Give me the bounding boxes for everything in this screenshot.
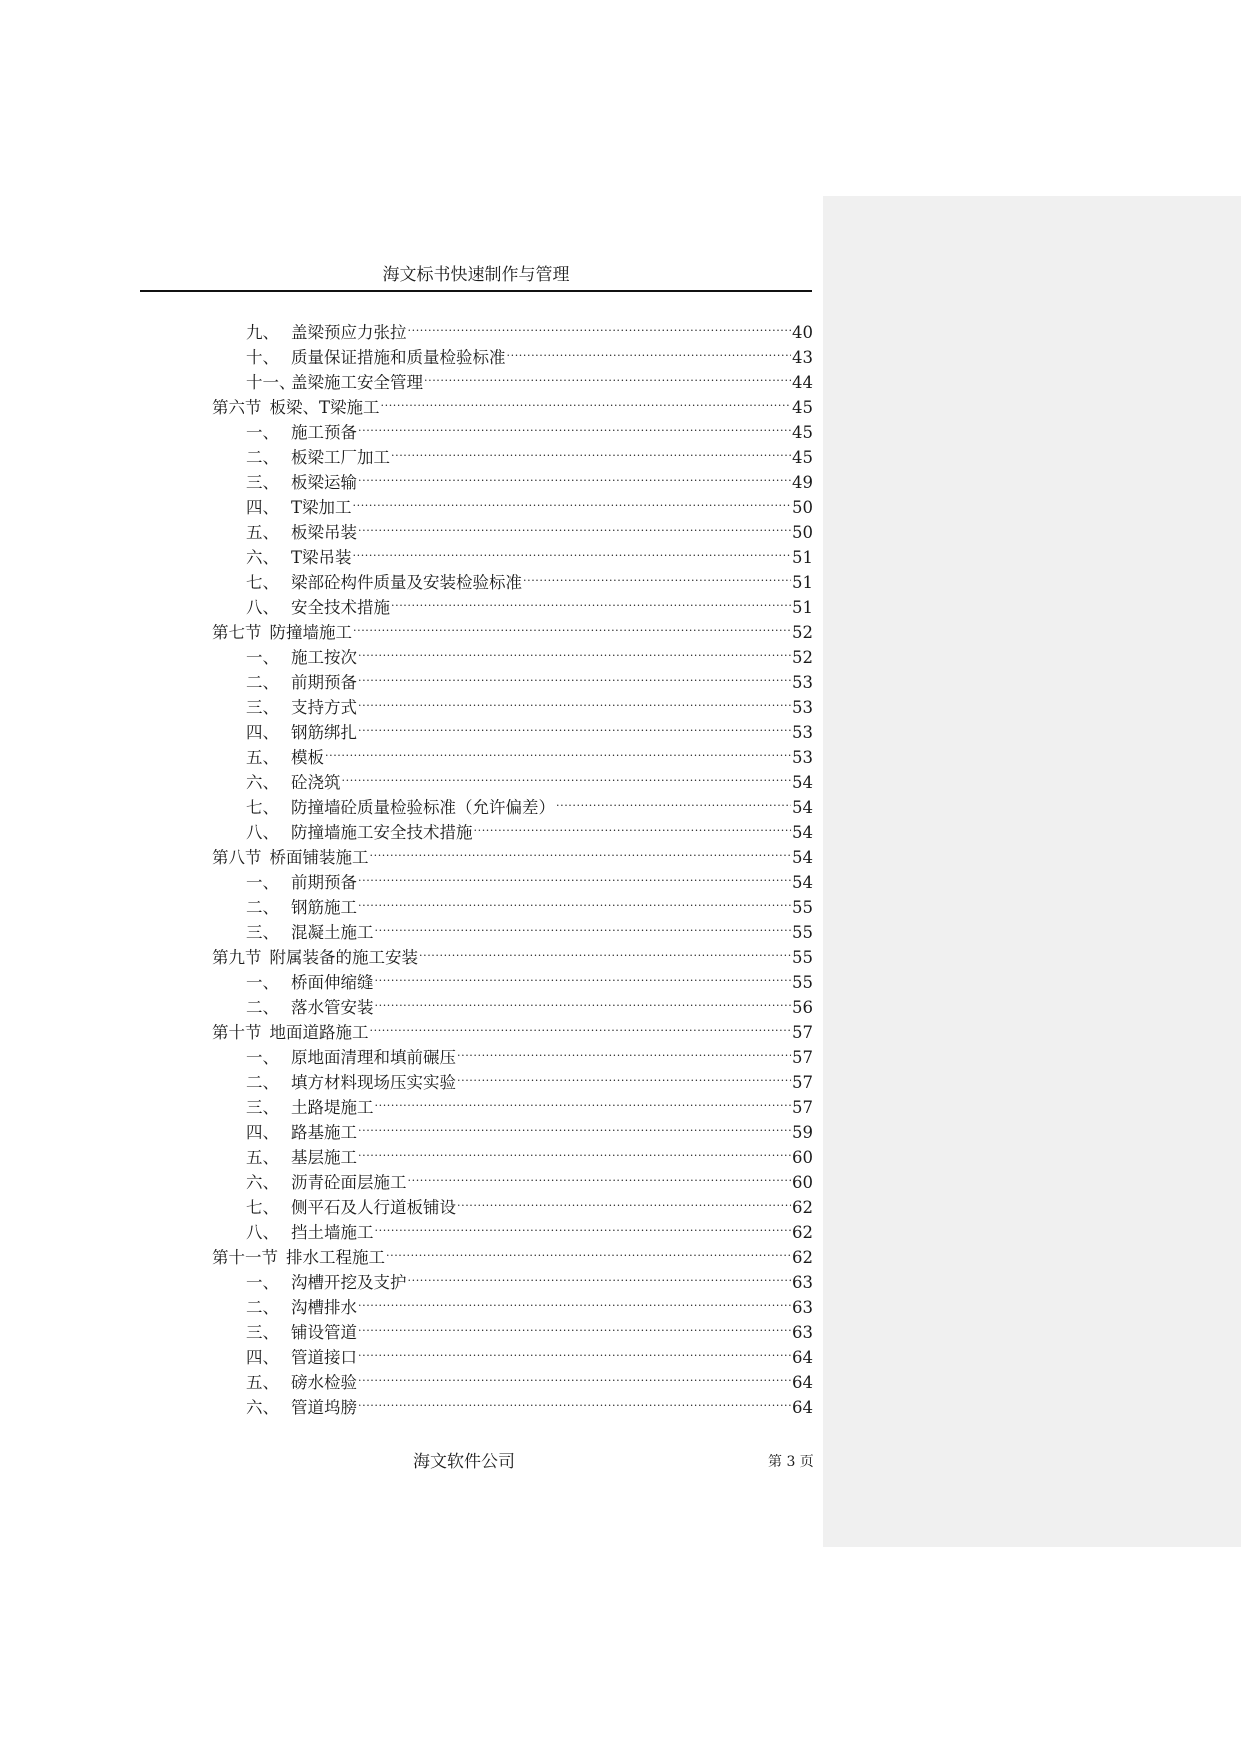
toc-entry-title: 前期预备 <box>291 673 357 692</box>
toc-entry-page: 64 <box>792 1348 813 1367</box>
toc-entry-page: 64 <box>792 1373 813 1392</box>
toc-entry-title: 桥面伸缩缝 <box>291 973 374 992</box>
toc-entry-page: 63 <box>792 1298 813 1317</box>
toc-dot-leader <box>358 713 791 738</box>
toc-dot-leader <box>353 613 791 638</box>
toc-entry-page: 64 <box>792 1398 813 1417</box>
toc-entry-number: 一、 <box>246 423 279 442</box>
toc-entry-title: 原地面清理和填前碾压 <box>291 1048 456 1067</box>
toc-entry-number: 第六节 <box>212 398 262 417</box>
toc-entry-number: 三、 <box>246 473 279 492</box>
toc-entry-number: 四、 <box>246 723 279 742</box>
toc-entry-page: 62 <box>792 1198 813 1217</box>
toc-entry-number: 四、 <box>246 1123 279 1142</box>
toc-entry-number: 五、 <box>246 1148 279 1167</box>
toc-entry-number: 二、 <box>246 673 279 692</box>
comment-pane <box>823 196 1241 1547</box>
toc-dot-leader <box>375 1088 792 1113</box>
toc-entry-number: 六、 <box>246 773 279 792</box>
toc-entry-page: 57 <box>792 1073 813 1092</box>
toc-dot-leader <box>358 663 791 688</box>
toc-entry-title: 防撞墙施工安全技术措施 <box>291 823 473 842</box>
toc-dot-leader <box>391 588 791 613</box>
table-of-contents <box>212 313 813 1417</box>
toc-entry-title: 排水工程施工 <box>286 1248 385 1267</box>
toc-dot-leader <box>375 1213 792 1238</box>
toc-dot-leader <box>408 313 792 338</box>
toc-entry-page: 45 <box>792 423 813 442</box>
toc-entry-page: 50 <box>792 523 813 542</box>
toc-dot-leader <box>457 1038 791 1063</box>
toc-entry-page: 50 <box>792 498 813 517</box>
toc-dot-leader <box>391 438 791 463</box>
toc-entry-page: 54 <box>792 873 813 892</box>
toc-entry-number: 七、 <box>246 1198 279 1217</box>
toc-dot-leader <box>358 1313 791 1338</box>
toc-entry-page: 60 <box>792 1148 813 1167</box>
toc-entry-title: 地面道路施工 <box>269 1023 369 1042</box>
toc-dot-leader <box>358 638 791 663</box>
toc-entry-page: 54 <box>792 798 813 817</box>
toc-entry-page: 54 <box>792 773 813 792</box>
toc-entry-title: 施工按次 <box>291 648 357 667</box>
toc-entry-page: 53 <box>792 748 813 767</box>
toc-entry-page: 56 <box>792 998 813 1017</box>
toc-entry-page: 45 <box>792 448 813 467</box>
toc-dot-leader <box>507 338 792 363</box>
toc-dot-leader <box>353 488 791 513</box>
toc-entry-title: 管道坞膀 <box>291 1398 357 1417</box>
header-rule <box>140 290 812 292</box>
toc-entry-title: 施工预备 <box>291 423 357 442</box>
toc-dot-leader <box>325 738 791 763</box>
toc-entry-number: 三、 <box>246 1323 279 1342</box>
toc-entry-title: 沟槽排水 <box>291 1298 357 1317</box>
toc-entry-number: 八、 <box>246 823 279 842</box>
toc-entry-number: 第八节 <box>212 848 262 867</box>
footer-page-number: 第 3 页 <box>768 1454 814 1470</box>
toc-dot-leader <box>457 1188 791 1213</box>
toc-entry-page: 40 <box>792 323 813 342</box>
toc-dot-leader <box>358 413 791 438</box>
toc-entry-number: 八、 <box>246 1223 279 1242</box>
toc-entry-number: 第十一节 <box>212 1248 278 1267</box>
toc-dot-leader <box>353 538 791 563</box>
toc-entry-title: 路基施工 <box>291 1123 357 1142</box>
toc-entry-number: 四、 <box>246 1348 279 1367</box>
toc-entry-title: 沟槽开挖及支护 <box>291 1273 407 1292</box>
toc-entry-title: 板梁吊装 <box>291 523 357 542</box>
toc-entry-page: 51 <box>792 573 813 592</box>
toc-dot-leader <box>358 463 791 488</box>
toc-entry-title: 防撞墙砼质量检验标准（允许偏差） <box>291 798 555 817</box>
toc-entry-title: 防撞墙施工 <box>269 623 352 642</box>
toc-dot-leader <box>358 1388 791 1413</box>
toc-entry-title: 桥面铺装施工 <box>269 848 369 867</box>
toc-entry-number: 五、 <box>246 1373 279 1392</box>
toc-entry-title: 填方材料现场压实实验 <box>291 1073 456 1092</box>
toc-entry-number: 二、 <box>246 1073 279 1092</box>
toc-entry-title: 板梁运输 <box>291 473 357 492</box>
toc-entry-title: 混凝土施工 <box>291 923 374 942</box>
toc-entry-page: 49 <box>792 473 813 492</box>
toc-entry-number: 二、 <box>246 1298 279 1317</box>
toc-entry-title: 板梁工厂加工 <box>291 448 390 467</box>
toc-entry-page: 57 <box>792 1098 813 1117</box>
toc-entry-page: 55 <box>792 973 813 992</box>
toc-entry-page: 55 <box>792 898 813 917</box>
toc-entry-page: 55 <box>792 923 813 942</box>
toc-entry-page: 57 <box>792 1048 813 1067</box>
toc-dot-leader <box>457 1063 791 1088</box>
toc-dot-leader <box>556 788 791 813</box>
toc-entry-number: 一、 <box>246 973 279 992</box>
toc-entry-page: 52 <box>792 648 813 667</box>
toc-dot-leader <box>358 888 791 913</box>
toc-entry-number: 十、 <box>246 348 279 367</box>
toc-entry-number: 第九节 <box>212 948 262 967</box>
toc-dot-leader <box>381 388 791 413</box>
toc-dot-leader <box>408 1263 792 1288</box>
toc-entry-page: 54 <box>792 823 813 842</box>
toc-entry-number: 二、 <box>246 898 279 917</box>
toc-dot-leader <box>370 838 792 863</box>
toc-entry-page: 53 <box>792 673 813 692</box>
toc-entry-number: 一、 <box>246 648 279 667</box>
toc-entry-page: 52 <box>792 623 813 642</box>
toc-dot-leader <box>375 913 792 938</box>
toc-entry-title: 钢筋绑扎 <box>291 723 357 742</box>
toc-entry-number: 十一、 <box>246 373 296 392</box>
toc-entry-title: 管道接口 <box>291 1348 357 1367</box>
toc-dot-leader <box>358 513 791 538</box>
toc-entry-page: 43 <box>792 348 813 367</box>
toc-entry-page: 63 <box>792 1323 813 1342</box>
toc-dot-leader <box>358 1113 791 1138</box>
toc-entry-title: 砼浇筑 <box>291 773 341 792</box>
toc-dot-leader <box>358 688 791 713</box>
toc-entry-page: 53 <box>792 698 813 717</box>
toc-entry-title: 铺设管道 <box>291 1323 357 1342</box>
toc-dot-leader <box>408 1163 792 1188</box>
toc-entry-title: 板梁、T梁施工 <box>269 398 380 417</box>
toc-dot-leader <box>342 763 792 788</box>
toc-entry-number: 六、 <box>246 548 279 567</box>
toc-entry-number: 一、 <box>246 873 279 892</box>
toc-entry-number: 三、 <box>246 923 279 942</box>
toc-dot-leader <box>358 1363 791 1388</box>
toc-entry-title: 挡土墙施工 <box>291 1223 374 1242</box>
toc-entry-number: 二、 <box>246 998 279 1017</box>
toc-entry-number: 六、 <box>246 1398 279 1417</box>
toc-dot-leader <box>419 938 791 963</box>
toc-entry-number: 三、 <box>246 698 279 717</box>
toc-entry-title: 侧平石及人行道板铺设 <box>291 1198 456 1217</box>
toc-entry-number: 七、 <box>246 798 279 817</box>
toc-entry-page: 44 <box>792 373 813 392</box>
toc-entry-page: 60 <box>792 1173 813 1192</box>
toc-dot-leader <box>375 988 792 1013</box>
toc-entry-title: 质量保证措施和质量检验标准 <box>291 348 506 367</box>
toc-dot-leader <box>358 1138 791 1163</box>
toc-entry-title: 模板 <box>291 748 324 767</box>
footer-company: 海文软件公司 <box>413 1452 515 1472</box>
toc-dot-leader <box>474 813 792 838</box>
toc-entry-title: 前期预备 <box>291 873 357 892</box>
toc-entry-number: 第十节 <box>212 1023 262 1042</box>
toc-entry-page: 51 <box>792 598 813 617</box>
toc-entry-number: 一、 <box>246 1273 279 1292</box>
toc-entry-title: 土路堤施工 <box>291 1098 374 1117</box>
toc-entry-page: 54 <box>792 848 813 867</box>
toc-entry-number: 六、 <box>246 1173 279 1192</box>
toc-dot-leader <box>386 1238 791 1263</box>
toc-entry-title: 梁部砼构件质量及安装检验标准 <box>291 573 522 592</box>
toc-entry-title: 附属装备的施工安装 <box>269 948 418 967</box>
toc-entry-title: 基层施工 <box>291 1148 357 1167</box>
toc-entry-page: 57 <box>792 1023 813 1042</box>
toc-entry-page: 62 <box>792 1248 813 1267</box>
toc-entry-title: 盖梁施工安全管理 <box>291 373 423 392</box>
toc-entry-page: 59 <box>792 1123 813 1142</box>
toc-entry-title: 沥青砼面层施工 <box>291 1173 407 1192</box>
toc-entry-title: 盖梁预应力张拉 <box>291 323 407 342</box>
toc-entry-title: 落水管安装 <box>291 998 374 1017</box>
toc-entry-page: 45 <box>792 398 813 417</box>
toc-entry-title: 安全技术措施 <box>291 598 390 617</box>
toc-entry-number: 四、 <box>246 498 279 517</box>
toc-entry-title: 支持方式 <box>291 698 357 717</box>
toc-entry-page: 53 <box>792 723 813 742</box>
toc-entry-number: 七、 <box>246 573 279 592</box>
toc-entry-page: 63 <box>792 1273 813 1292</box>
toc-entry-page: 51 <box>792 548 813 567</box>
toc-entry-number: 二、 <box>246 448 279 467</box>
toc-entry-title: T梁吊装 <box>291 548 352 567</box>
toc-entry-title: 钢筋施工 <box>291 898 357 917</box>
page-header: 海文标书快速制作与管理 <box>382 265 570 285</box>
toc-entry-number: 五、 <box>246 523 279 542</box>
toc-entry-number: 第七节 <box>212 623 262 642</box>
toc-subsection-entry[interactable] <box>212 313 813 342</box>
toc-entry-title: T梁加工 <box>291 498 352 517</box>
toc-dot-leader <box>424 363 791 388</box>
toc-dot-leader <box>358 1288 791 1313</box>
toc-entry-page: 55 <box>792 948 813 967</box>
toc-entry-number: 一、 <box>246 1048 279 1067</box>
toc-entry-number: 九、 <box>246 323 279 342</box>
toc-entry-number: 八、 <box>246 598 279 617</box>
toc-dot-leader <box>358 1338 791 1363</box>
toc-entry-number: 五、 <box>246 748 279 767</box>
toc-entry-page: 62 <box>792 1223 813 1242</box>
toc-dot-leader <box>523 563 791 588</box>
toc-dot-leader <box>358 863 791 888</box>
toc-dot-leader <box>370 1013 792 1038</box>
toc-dot-leader <box>375 963 792 988</box>
toc-entry-number: 三、 <box>246 1098 279 1117</box>
toc-entry-title: 磅水检验 <box>291 1373 357 1392</box>
